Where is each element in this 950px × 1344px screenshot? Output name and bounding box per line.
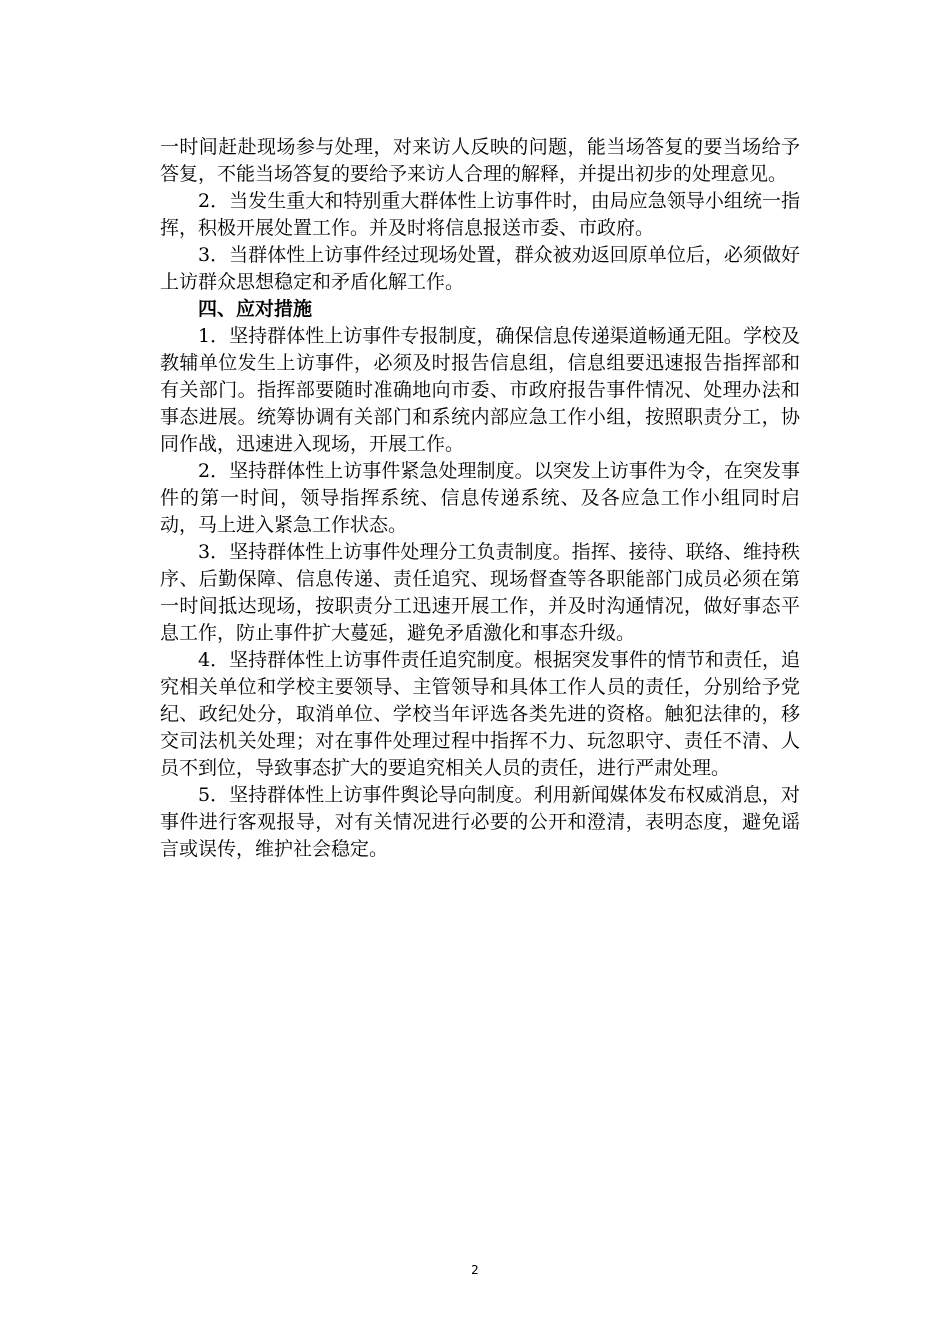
paragraph-item-3: 3．当群体性上访事件经过现场处置，群众被劝返回原单位后，必须做好上访群众思想稳定和矛盾化解工作。 [160, 244, 800, 293]
paragraph-item-2: 2．当发生重大和特别重大群体性上访事件时，由局应急领导小组统一指挥，积极开展处置工作。并及时将信息报送市委、市政府。 [160, 190, 800, 239]
measure-item-3: 3．坚持群体性上访事件处理分工负责制度。指挥、接待、联络、维持秩序、后勤保障、信息传递、责任追究、现场督查等各职能部门成员必须在第一时间抵达现场，按职责分工迅速开展工作，并及时沟通情况，做好事态平息工作，防止事件扩大蔓延，避免矛盾激化和事态升级。 [160, 541, 800, 644]
page-number: 2 [471, 1263, 479, 1277]
measure-item-5: 5．坚持群体性上访事件舆论导向制度。利用新闻媒体发布权威消息，对事件进行客观报导，对有关情况进行必要的公开和澄清，表明态度，避免谣言或误传，维护社会稳定。 [160, 784, 800, 860]
paragraph-continuation: 一时间赶赴现场参与处理，对来访人反映的问题，能当场答复的要当场给予答复，不能当场答复的要给予来访人合理的解释，并提出初步的处理意见。 [160, 136, 800, 185]
measure-item-2: 2．坚持群体性上访事件紧急处理制度。以突发上访事件为令，在突发事件的第一时间，领导指挥系统、信息传递系统、及各应急工作小组同时启动，马上进入紧急工作状态。 [160, 460, 800, 536]
document-body [160, 134, 800, 863]
section-heading-measures: 四、应对措施 [198, 298, 313, 320]
measure-item-4: 4．坚持群体性上访事件责任追究制度。根据突发事件的情节和责任，追究相关单位和学校主要领导、主管领导和具体工作人员的责任，分别给予党纪、政纪处分，取消单位、学校当年评选各类先进的资格。触犯法律的，移交司法机关处理；对在事件处理过程中指挥不力、玩忽职守、责任不清、人员不到位，导致事态扩大的要追究相关人员的责任，进行严肃处理。 [160, 649, 800, 779]
measure-item-1: 1．坚持群体性上访事件专报制度，确保信息传递渠道畅通无阻。学校及教辅单位发生上访事件，必须及时报告信息组，信息组要迅速报告指挥部和有关部门。指挥部要随时准确地向市委、市政府报告事件情况、处理办法和事态进展。统筹协调有关部门和系统内部应急工作小组，按照职责分工，协同作战，迅速进入现场，开展工作。 [160, 325, 800, 455]
